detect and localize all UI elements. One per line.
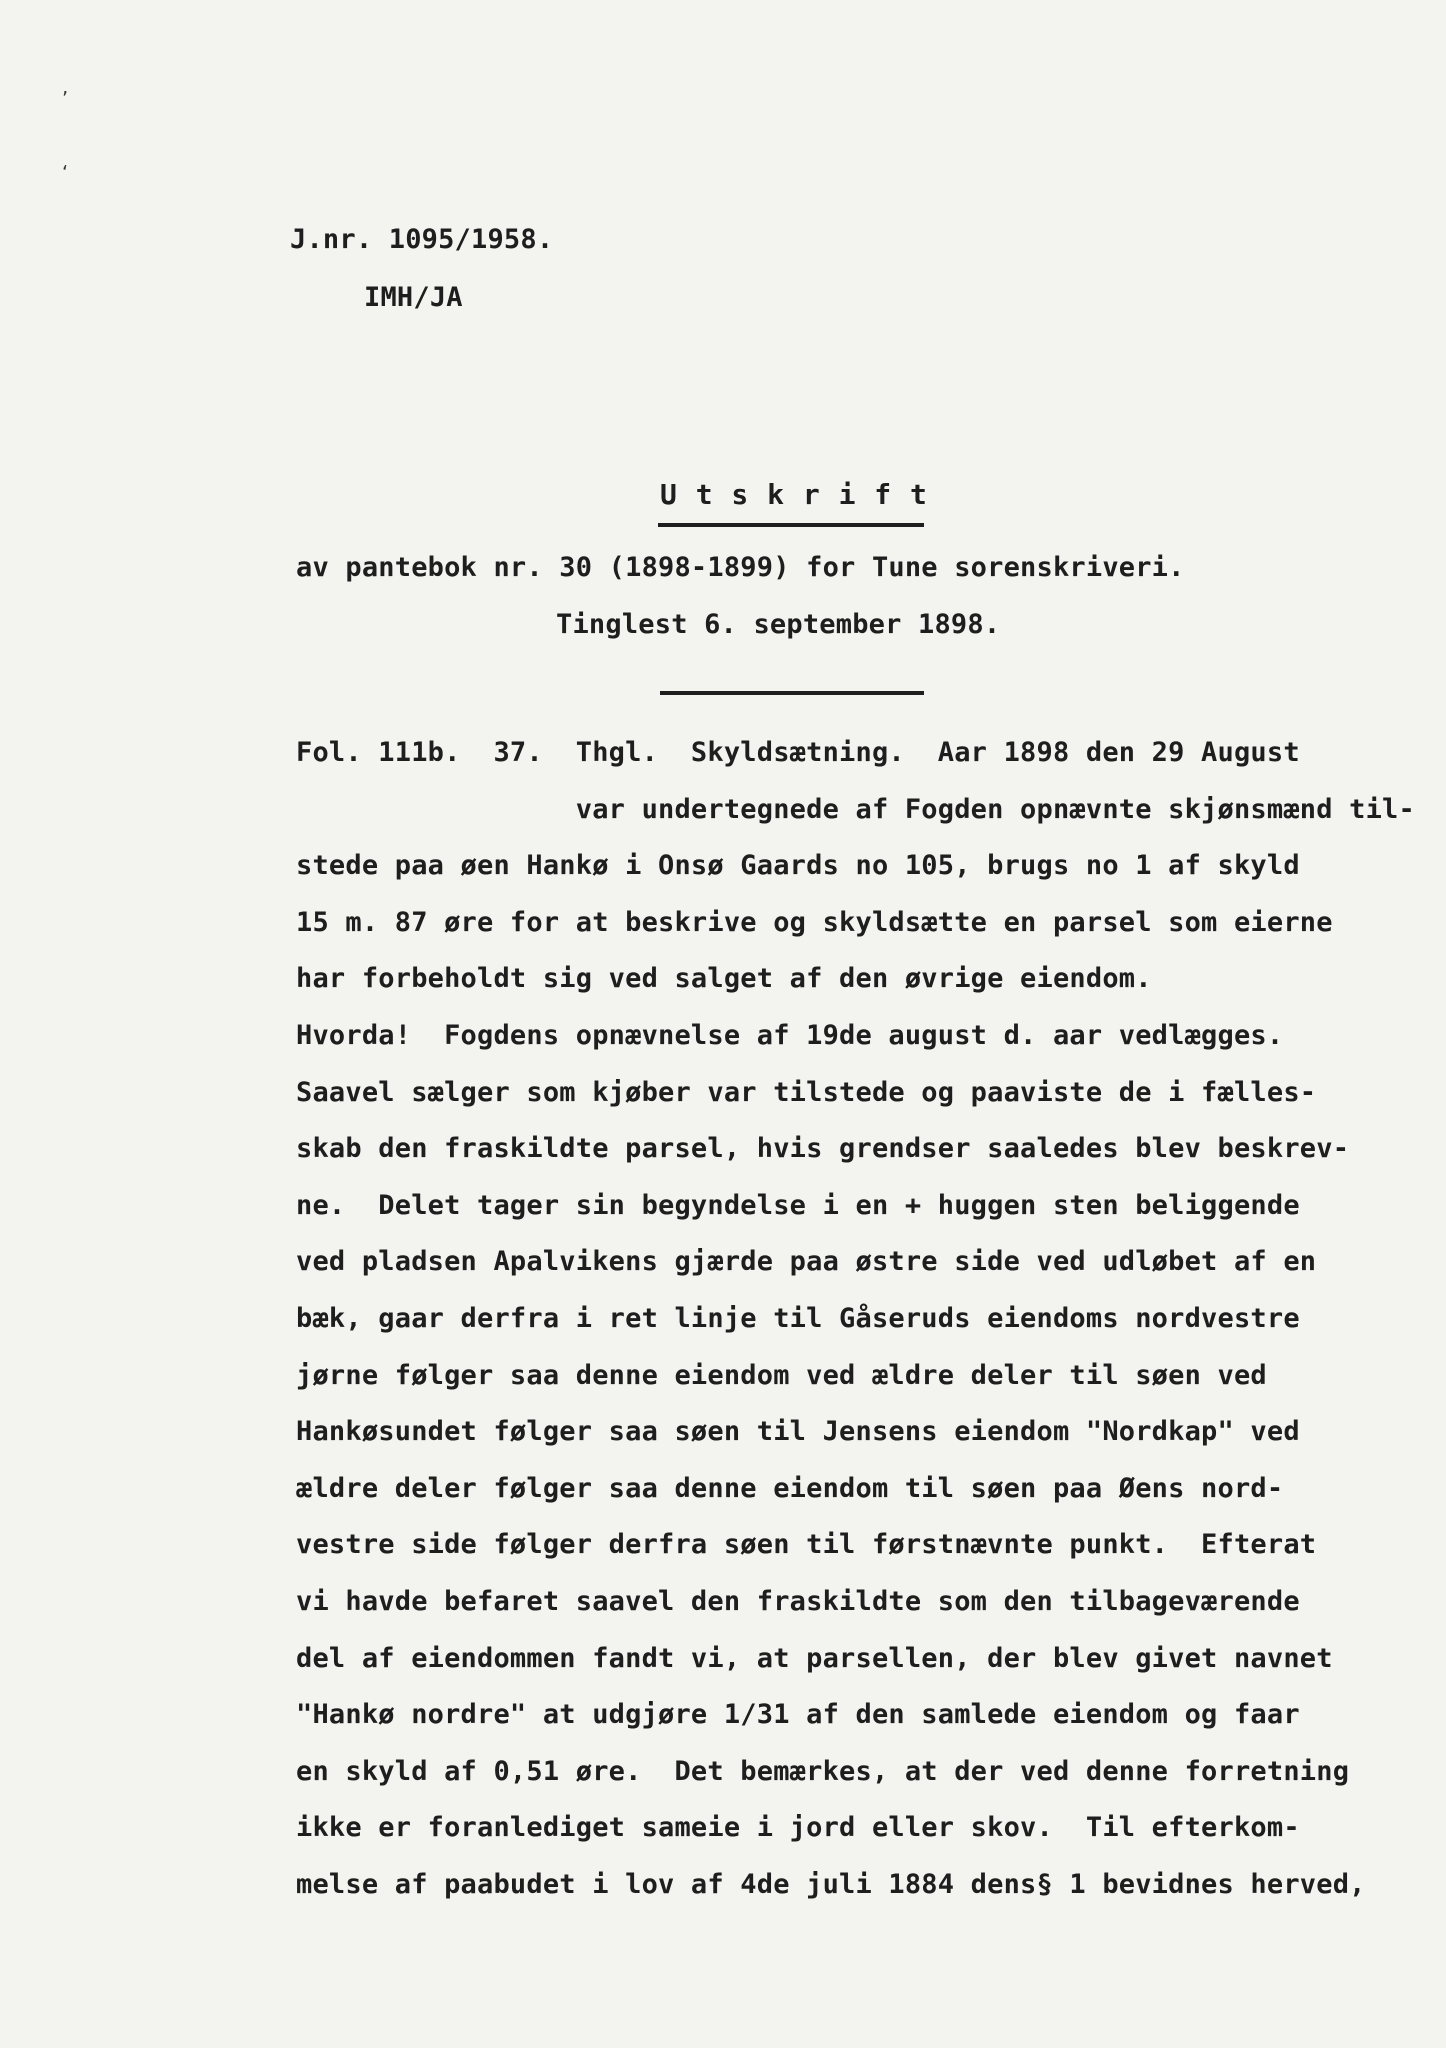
margin-mark: ‘ xyxy=(60,162,70,181)
body-line: Saavel sælger som kjøber var tilstede og paaviste de i fælles- xyxy=(296,1077,1317,1108)
body-line: ikke er foranlediget sameie i jord eller skov. Til efterkom- xyxy=(296,1812,1300,1843)
body-line: har forbeholdt sig ved salget af den øvrige eiendom. xyxy=(296,963,1152,994)
body-line: ne. Delet tager sin begyndelse i en + huggen sten beliggende xyxy=(296,1190,1300,1221)
reference-number: J.nr. 1095/1958. xyxy=(290,224,554,255)
initials: IMH/JA xyxy=(364,282,463,313)
body-line: melse af paabudet i lov af 4de juli 1884 dens§ 1 bevidnes herved, xyxy=(296,1869,1366,1900)
subtitle-date: Tinglest 6. september 1898. xyxy=(556,609,1001,640)
body-line: 15 m. 87 øre for at beskrive og skyldsætte en parsel som eierne xyxy=(296,907,1333,938)
document-title: U t s k r i f t xyxy=(660,478,928,511)
body-line: Fol. 111b. 37. Thgl. Skyldsætning. Aar 1898 den 29 August xyxy=(296,737,1300,768)
body-line: ældre deler følger saa denne eiendom til søen paa Øens nord- xyxy=(296,1473,1284,1504)
title-underline xyxy=(658,523,924,527)
body-line: vi havde befaret saavel den fraskildte som den tilbageværende xyxy=(296,1586,1300,1617)
body-line: skab den fraskildte parsel, hvis grendser saaledes blev beskrev- xyxy=(296,1133,1350,1164)
margin-mark: ’ xyxy=(60,88,70,107)
body-line: en skyld af 0,51 øre. Det bemærkes, at der ved denne forretning xyxy=(296,1756,1350,1787)
separator-rule xyxy=(660,691,924,695)
body-line: var undertegnede af Fogden opnævnte skjønsmænd til- xyxy=(296,794,1415,825)
body-line: ved pladsen Apalvikens gjærde paa østre side ved udløbet af en xyxy=(296,1246,1317,1277)
body-line: del af eiendommen fandt vi, at parsellen, der blev givet navnet xyxy=(296,1643,1333,1674)
body-line: bæk, gaar derfra i ret linje til Gåseruds eiendoms nordvestre xyxy=(296,1303,1300,1334)
body-line: stede paa øen Hankø i Onsø Gaards no 105, brugs no 1 af skyld xyxy=(296,850,1300,881)
subtitle-source: av pantebok nr. 30 (1898-1899) for Tune sorenskriveri. xyxy=(296,552,1185,583)
body-line: "Hankø nordre" at udgjøre 1/31 af den samlede eiendom og faar xyxy=(296,1699,1300,1730)
body-line: Hankøsundet følger saa søen til Jensens eiendom "Nordkap" ved xyxy=(296,1416,1300,1447)
body-line: jørne følger saa denne eiendom ved ældre deler til søen ved xyxy=(296,1360,1267,1391)
body-line: vestre side følger derfra søen til førstnævnte punkt. Efterat xyxy=(296,1529,1317,1560)
body-line: Hvorda! Fogdens opnævnelse af 19de august d. aar vedlægges. xyxy=(296,1020,1284,1051)
